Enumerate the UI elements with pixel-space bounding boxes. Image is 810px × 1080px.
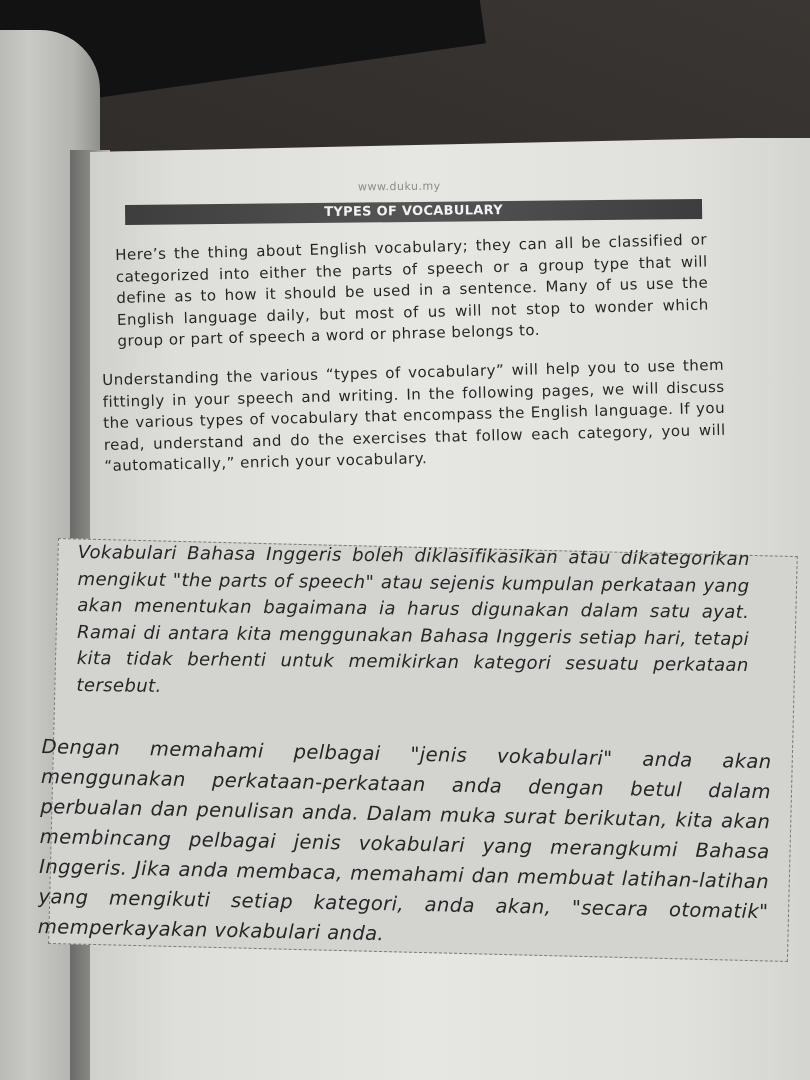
- section-heading: TYPES OF VOCABULARY: [324, 203, 504, 220]
- english-paragraph-1: [115, 230, 710, 353]
- malay-paragraph-1: [76, 540, 750, 706]
- malay-paragraph-2: [38, 732, 772, 957]
- website-url: www.duku.my: [357, 179, 441, 194]
- english-paragraph-2: [102, 355, 726, 478]
- malay-paragraph-2-text: Dengan memahami pelbagai "jenis vokabulari" anda akan menggunakan perkataan-perkataan anda dengan betul dalam perbualan dan penulisan anda. Dalam muka surat berikutan, kita akan membincang pelbagai jenis vokabulari yang merangkumi Bahasa Inggeris. Jika anda membaca, memahami dan membuat latihan-latihan yang mengikuti setiap kategori, anda akan, "secara otomatik" memperkayakan vokabulari anda.: [37, 734, 772, 946]
- english-paragraph-2-text: Understanding the various “types of vocabulary” will help you to use them fittingly in your speech and writing. In the following pages, we will discuss the various types of vocabulary that encompass the English language. If you read, understand and do the exercises that follow each category, you will “automatically,” enrich your vocabulary.: [102, 355, 726, 475]
- malay-paragraph-1-text: Vokabulari Bahasa Inggeris boleh diklasifikasikan atau dikategorikan mengikut "the parts of speech" atau sejenis kumpulan perkataan yang akan menentukan bagaimana ia harus digunakan dalam satu ayat. Ramai di antara kita menggunakan Bahasa Inggeris setiap hari, tetapi kita tidak berhenti untuk memikirkan kategori sesuatu perkataan tersebut.: [76, 541, 750, 697]
- english-paragraph-1-text: Here’s the thing about English vocabulary; they can all be classified or categorized into either the parts of speech or a group type that will define as to how it should be used in a sentence. Many of us use the English language daily, but most of us will not stop to wonder which group or part of speech a word or phrase belongs to.: [115, 230, 709, 350]
